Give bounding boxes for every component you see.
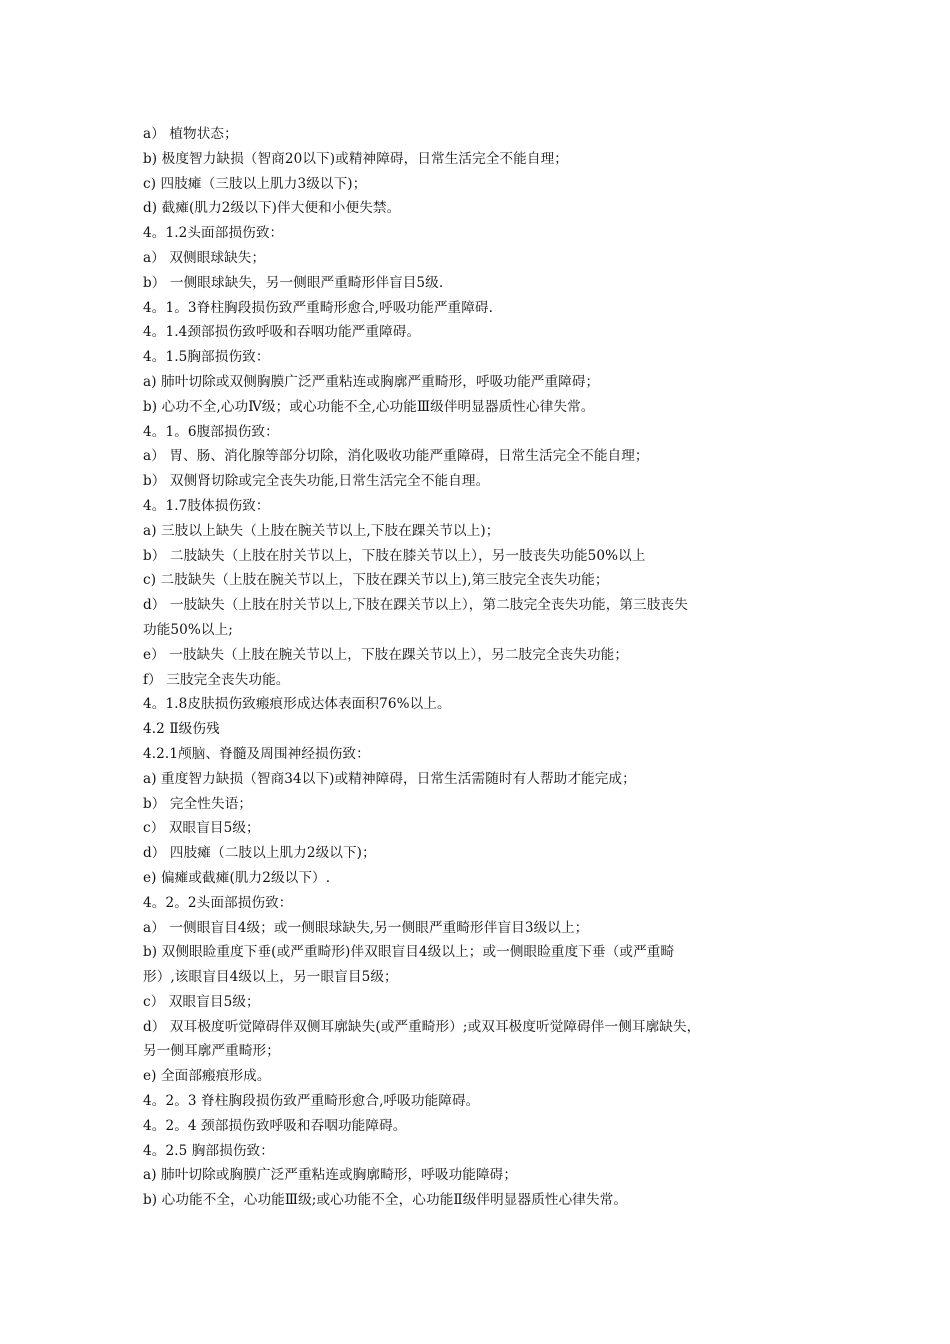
text-line: a） 胃、肠、消化腺等部分切除，消化吸收功能严重障碍，日常生活完全不能自理； — [143, 448, 649, 465]
text-line: b) 双侧眼睑重度下垂(或严重畸形)伴双眼盲目4级以上；或一侧眼睑重度下垂（或严重畸 — [143, 944, 675, 961]
text-line: a) 肺叶切除或双侧胸膜广泛严重粘连或胸廓严重畸形，呼吸功能严重障碍； — [143, 373, 600, 390]
text-line: c) 二肢缺失（上肢在腕关节以上，下肢在踝关节以上),第三肢完全丧失功能； — [143, 572, 609, 589]
text-line: 4。1。3脊柱胸段损伤致严重畸形愈合,呼吸功能严重障碍. — [143, 299, 494, 316]
text-line: a) 肺叶切除或胸膜广泛严重粘连或胸廓畸形，呼吸功能障碍； — [143, 1167, 518, 1184]
text-line: a） 双侧眼球缺失； — [143, 249, 266, 266]
text-line: a) 三肢以上缺失（上肢在腕关节以上,下肢在踝关节以上)； — [143, 522, 500, 539]
text-line: b) 极度智力缺损（智商20以下)或精神障碍，日常生活完全不能自理； — [143, 150, 568, 167]
text-line: 4。2.5 胸部损伤致： — [143, 1142, 274, 1159]
text-line: a) 重度智力缺损（智商34以下)或精神障碍，日常生活需随时有人帮助才能完成； — [143, 770, 636, 787]
text-line: d） 四肢瘫（二肢以上肌力2级以下)； — [143, 845, 376, 862]
text-line: 4。2。2头面部损伤致： — [143, 894, 293, 911]
text-line: c） 双眼盲目5级； — [143, 820, 260, 837]
text-line: 4。2。4 颈部损伤致呼吸和吞咽功能障碍。 — [143, 1117, 407, 1134]
text-line: b) 心功不全,心功Ⅳ级；或心功能不全,心功能Ⅲ级伴明显器质性心律失常。 — [143, 398, 595, 415]
text-line: 另一侧耳廓严重畸形； — [143, 1043, 280, 1060]
text-line: d） 双耳极度听觉障碍伴双侧耳廓缺失(或严重畸形）;或双耳极度听觉障碍伴一侧耳廓缺失， — [143, 1018, 701, 1035]
document-body — [143, 122, 823, 1213]
text-line: b) 心功能不全，心功能Ⅲ级;或心功能不全，心功能Ⅱ级伴明显器质性心律失常。 — [143, 1192, 628, 1209]
text-line: b） 双侧肾切除或完全丧失功能,日常生活完全不能自理。 — [143, 473, 490, 490]
text-line: e） 一肢缺失（上肢在腕关节以上，下肢在踝关节以上），另二肢完全丧失功能； — [143, 646, 629, 663]
text-line: 4.2.1颅脑、脊髓及周围神经损伤致： — [143, 745, 370, 762]
text-line: 4.2 Ⅱ级伤残 — [143, 721, 220, 738]
text-line: 4。1。6腹部损伤致： — [143, 423, 279, 440]
text-line: 4。1.5胸部损伤致： — [143, 349, 270, 366]
text-line: a） 植物状态； — [143, 126, 238, 142]
text-line: d) 截瘫(肌力2级以下)伴大便和小便失禁。 — [143, 200, 401, 217]
text-line: e) 偏瘫或截瘫(肌力2级以下）. — [143, 869, 331, 886]
text-line: 4。1.2头面部损伤致： — [143, 225, 284, 242]
text-line: a） 一侧眼盲目4级；或一侧眼球缺失,另一侧眼严重畸形伴盲目3级以上； — [143, 919, 589, 936]
text-line: 4。2。3 脊柱胸段损伤致严重畸形愈合,呼吸功能障碍。 — [143, 1093, 480, 1110]
text-line: b） 完全性失语； — [143, 795, 253, 812]
text-line: 4。1.8皮肤损伤致瘢痕形成达体表面积76%以上。 — [143, 696, 451, 713]
text-line: b） 一侧眼球缺失，另一侧眼严重畸形伴盲目5级. — [143, 274, 444, 291]
text-line: c) 四肢瘫（三肢以上肌力3级以下)； — [143, 175, 367, 192]
text-line: 4。1.4颈部损伤致呼吸和吞咽功能严重障碍。 — [143, 324, 421, 341]
text-line: e) 全面部瘢痕形成。 — [143, 1068, 271, 1085]
text-line: 形）,该眼盲目4级以上，另一眼盲目5级； — [143, 969, 398, 986]
text-line: c） 双眼盲目5级； — [143, 993, 260, 1010]
text-line: 4。1.7肢体损伤致： — [143, 497, 270, 514]
text-line: f） 三肢完全丧失功能。 — [143, 671, 290, 688]
text-line: b） 二肢缺失（上肢在肘关节以上，下肢在膝关节以上），另一肢丧失功能50%以上 — [143, 547, 646, 564]
text-line: d） 一肢缺失（上肢在肘关节以上,下肢在踝关节以上），第二肢完全丧失功能，第三肢丧失 — [143, 597, 688, 614]
text-line: 功能50%以上; — [143, 621, 233, 638]
